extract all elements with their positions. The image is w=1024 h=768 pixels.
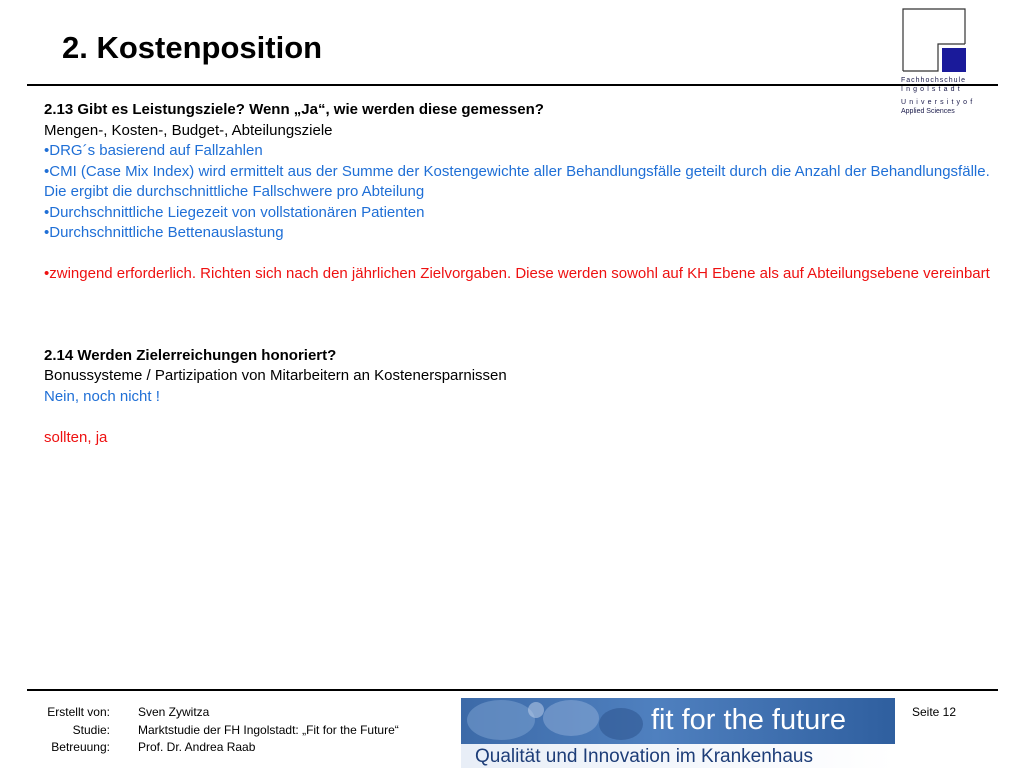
- logo-line-2: I n g o l s t a d t: [901, 86, 961, 93]
- banner-headline: fit for the future: [651, 704, 847, 736]
- footer-supervision-label: Betreuung:: [51, 740, 110, 754]
- answer-2-14-blue: Nein, noch nicht !: [44, 387, 160, 405]
- logo-line-4: Applied Sciences: [901, 108, 955, 115]
- banner-subline: Qualität und Innovation im Krankenhaus: [475, 746, 813, 767]
- footer-study-label: Studie:: [72, 722, 110, 737]
- page-number: Seite 12: [912, 705, 957, 719]
- note-2-14: sollten, ja: [44, 428, 108, 446]
- footer-study-value: Marktstudie der FH Ingolstadt: „Fit for the Future“: [138, 722, 399, 737]
- note-2-13: •zwingend erforderlich. Richten sich nach den jährlichen Zielvorgaben. Diese werden sowohl auf KH Ebene als auf Abteilungsebene vereinbart: [44, 265, 990, 282]
- logo-line-1: Fachhochschule: [901, 77, 966, 84]
- fit-for-the-future-banner: [461, 698, 895, 768]
- question-2-14: 2.14 Werden Zielerreichungen honoriert?: [44, 346, 337, 364]
- bullet-cmi: •CMI (Case Mix Index) wird ermittelt aus der Summe der Kostengewichte aller Behandlungsfälle geteilt durch die Anzahl der Behandlungsfälle. Die ergibt die durchschnittliche Fallschwere pro Abteilung: [44, 162, 990, 200]
- footer-supervision-value: Prof. Dr. Andrea Raab: [138, 740, 256, 754]
- answer-2-14: Bonussysteme / Partizipation von Mitarbeitern an Kostenersparnissen: [44, 367, 507, 384]
- footer-values: [138, 704, 399, 757]
- answer-2-13: Mengen-, Kosten-, Budget-, Abteilungsziele: [44, 121, 333, 139]
- logo-mark-icon: [902, 8, 964, 72]
- logo-line-3: U n i v e r s i t y o f: [901, 99, 973, 106]
- top-divider: [27, 84, 998, 86]
- slide-content: [44, 100, 994, 448]
- bullet-liegezeit: •Durchschnittliche Liegezeit von vollstationären Patienten: [44, 203, 425, 221]
- question-2-13: 2.13 Gibt es Leistungsziele? Wenn „Ja“, wie werden diese gemessen?: [44, 101, 544, 118]
- footer-created-label: Erstellt von:: [47, 705, 110, 719]
- footer-created-value: Sven Zywitza: [138, 705, 210, 719]
- footer-labels: [30, 704, 110, 757]
- bullet-bettenauslastung: •Durchschnittliche Bettenauslastung: [44, 224, 284, 241]
- bullet-drg: •DRG´s basierend auf Fallzahlen: [44, 142, 263, 159]
- bottom-divider: [27, 689, 998, 691]
- slide-title: 2. Kostenposition: [62, 30, 323, 65]
